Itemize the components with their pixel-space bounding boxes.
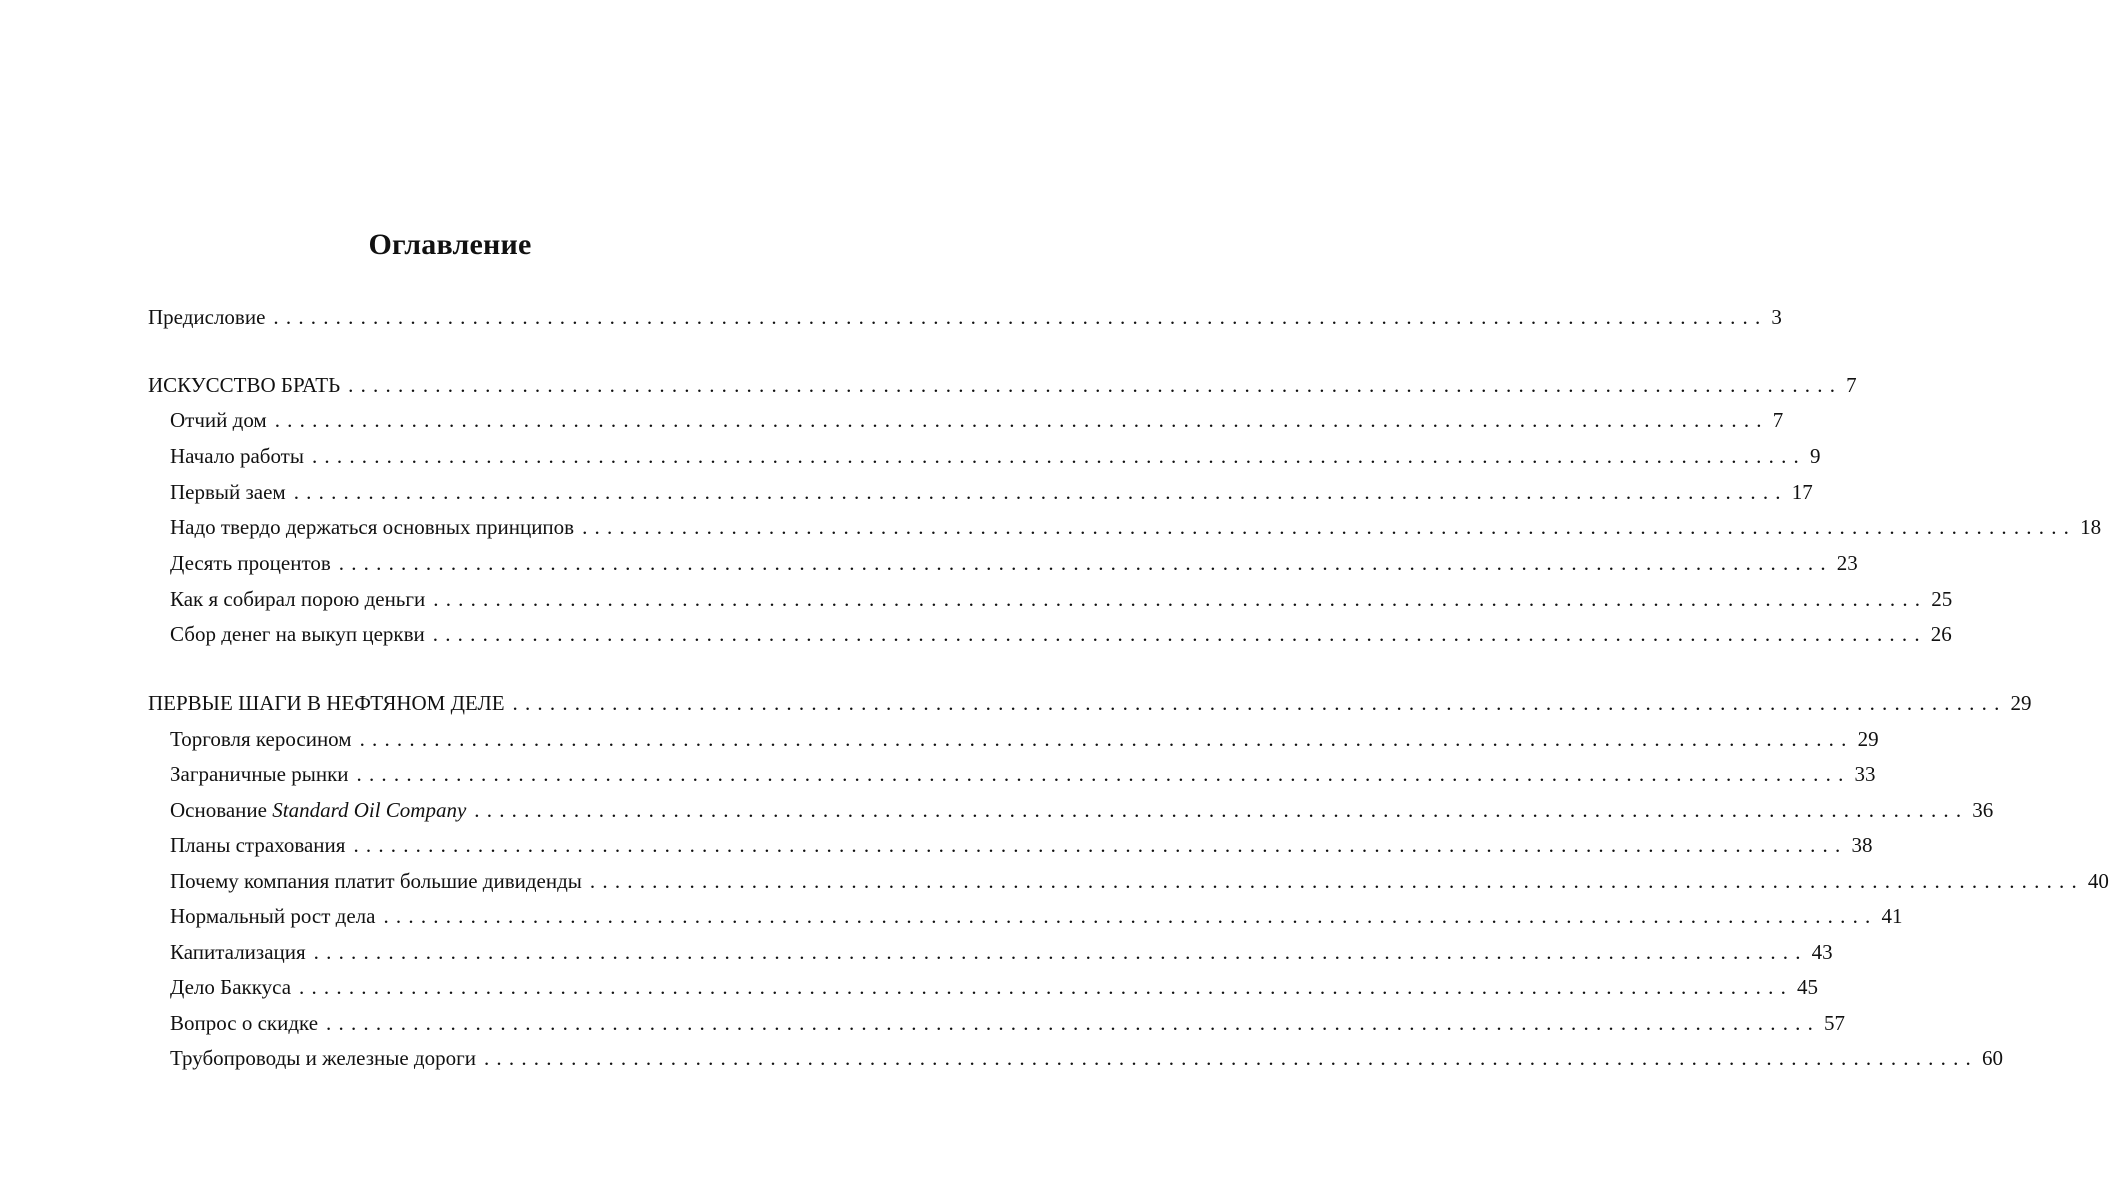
toc-entry-preface[interactable] [148,302,1782,332]
toc-entry-label: ПЕРВЫЕ ШАГИ В НЕФТЯНОМ ДЕЛЕ [148,691,505,715]
toc-entry[interactable] [170,405,1784,435]
toc-entry-label-italic: Standard Oil Company [272,798,467,822]
toc-entry-label: Заграничные рынки [170,762,349,786]
toc-entry-page: 41 [1881,904,1903,928]
toc-entry-label: Надо твердо держаться основных принципов [170,515,575,539]
dot-leader: ........................................................................................................................ [432,622,1927,646]
dot-leader: ........................................................................................................................ [311,444,1806,468]
dot-leader: ........................................................................................................................ [293,480,1788,504]
toc-entry[interactable] [170,724,1879,754]
toc-entry-page: 45 [1797,975,1819,999]
toc-entry-label: Дело Баккуса [170,975,292,999]
toc-entry[interactable] [170,901,1903,931]
toc-entry[interactable] [170,759,1876,789]
toc-entry-page: 40 [2087,869,2109,893]
toc-entry-label: Первый заем [170,480,286,504]
toc-entry[interactable] [170,477,1813,507]
toc-entry-label: Торговля керосином [170,727,352,751]
toc-entry-page: 33 [1854,762,1876,786]
toc-entry[interactable] [170,619,1952,649]
toc-entry-page: 57 [1824,1011,1846,1035]
dot-leader: ........................................................................................................................ [338,551,1833,575]
toc-entry[interactable] [170,441,1821,471]
toc-entry-page: 26 [1930,622,1952,646]
toc-section-oil-business[interactable] [148,688,2032,718]
dot-leader: ........................................................................................................................ [313,940,1808,964]
toc-entry-page: 60 [1981,1046,2003,1070]
dot-leader: ........................................................................................................................ [273,305,1768,329]
dot-leader: ........................................................................................................................ [483,1046,1978,1070]
page-title: Оглавление [368,228,532,261]
toc-entry[interactable] [170,830,1873,860]
toc-entry-page: 38 [1851,833,1873,857]
toc-entry-page: 3 [1771,305,1782,329]
toc-entry[interactable] [170,1008,1846,1038]
toc-entry-page: 18 [2080,515,2102,539]
dot-leader: ........................................................................................................................ [512,691,2007,715]
toc-entry-page: 9 [1809,444,1821,468]
toc-entry-label: Отчий дом [170,408,267,432]
toc-entry-page: 17 [1791,480,1813,504]
toc-entry[interactable] [170,937,1833,967]
toc-entry-label: Вопрос о скидке [170,1011,319,1035]
toc-entry-label: Капитализация [170,940,306,964]
toc-entry-page: 36 [1972,798,1994,822]
dot-leader: ........................................................................................................................ [326,1011,1821,1035]
dot-leader: ........................................................................................................................ [433,587,1928,611]
toc-entry[interactable] [170,548,1858,578]
toc-entry-label: Предисловие [148,305,266,329]
dot-leader: ........................................................................................................................ [589,869,2084,893]
toc-entry-label [170,795,466,825]
toc-entry[interactable] [170,795,1994,825]
dot-leader: ........................................................................................................................ [299,975,1794,999]
toc-entry-label: Почему компания платит большие дивиденды [170,869,582,893]
toc-entry-label-plain: Основание [170,798,273,822]
toc-entry[interactable] [170,866,2109,896]
dot-leader: ........................................................................................................................ [348,373,1843,397]
toc-entry-page: 25 [1931,587,1953,611]
dot-leader: ........................................................................................................................ [356,762,1851,786]
dot-leader: ........................................................................................................................ [582,515,2077,539]
toc-entry-label: ИСКУССТВО БРАТЬ [148,373,341,397]
toc-entry-page: 29 [2010,691,2032,715]
dot-leader: ........................................................................................................................ [383,904,1878,928]
toc-entry[interactable] [170,584,1953,614]
toc-entry-page: 29 [1857,727,1879,751]
toc-entry-page: 43 [1811,940,1833,964]
dot-leader: ........................................................................................................................ [274,408,1769,432]
toc-entry-page: 23 [1836,551,1858,575]
toc-entry-label: Как я собирал порою деньги [170,587,426,611]
toc-entry-page: 7 [1846,373,1857,397]
toc-section-art-of-taking[interactable] [148,370,1857,400]
toc-entry-label: Десять процентов [170,551,331,575]
toc-entry-label: Начало работы [170,444,304,468]
toc-entry-label: Сбор денег на выкуп церкви [170,622,425,646]
toc-entry-label: Нормальный рост дела [170,904,376,928]
dot-leader: ........................................................................................................................ [353,833,1848,857]
toc-entry[interactable] [170,512,2102,542]
toc-entry-label: Планы страхования [170,833,346,857]
dot-leader: ........................................................................................................................ [359,727,1854,751]
toc-entry[interactable] [170,1043,2003,1073]
toc-entry-label: Трубопроводы и железные дороги [170,1046,476,1070]
dot-leader: ........................................................................................................................ [474,798,1969,822]
toc-entry-page: 7 [1772,408,1784,432]
toc-entry[interactable] [170,972,1819,1002]
